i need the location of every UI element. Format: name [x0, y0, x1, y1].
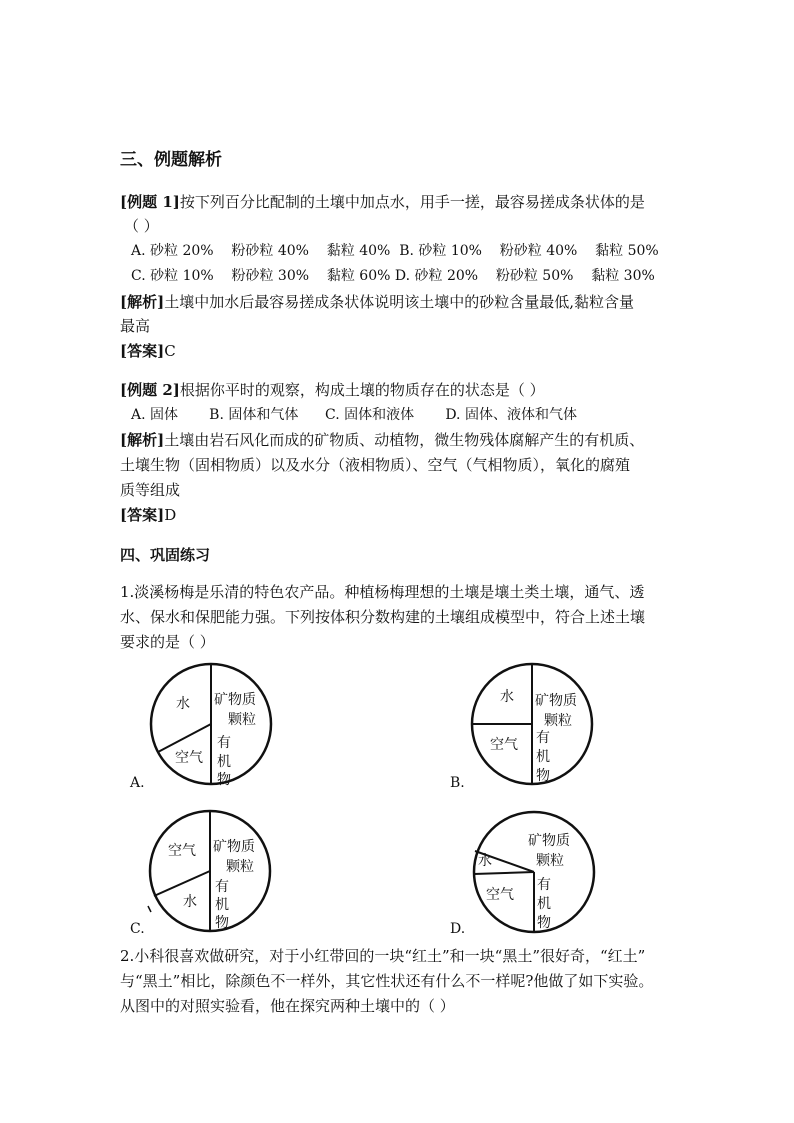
section-title-examples: 三、例题解析 — [120, 150, 222, 170]
answer-tag: [答案] — [120, 506, 165, 524]
pie-a-water-label: 水 — [176, 696, 190, 712]
pie-d-mineral-label-2: 颗粒 — [536, 853, 564, 869]
pie-b-water-label: 水 — [500, 689, 514, 705]
pie-b-air-label: 空气 — [490, 737, 518, 753]
pie-d-air-label: 空气 — [486, 887, 514, 903]
analysis-tag: [解析] — [120, 431, 165, 449]
example-1-answer — [120, 341, 176, 361]
pie-a-diagram — [128, 662, 298, 794]
pie-b-organic-label-2: 机 — [536, 749, 550, 765]
pie-option-b — [448, 662, 618, 794]
example-1-question — [120, 192, 645, 212]
pie-b-organic-label-1: 有 — [536, 730, 550, 746]
answer-value: D — [164, 506, 177, 524]
example-2-analysis — [120, 430, 644, 450]
pie-a-organic-label-1: 有 — [217, 735, 231, 751]
example-2-tag: [例题 2] — [120, 381, 180, 399]
pie-c-water-label: 水 — [183, 894, 197, 910]
section-title-practice: 四、巩固练习 — [120, 546, 211, 564]
question-1-line1: 1.淡溪杨梅是乐清的特色农产品。种植杨梅理想的土壤是壤土类土壤，通气、透 — [120, 583, 645, 601]
example-1-text: 按下列百分比配制的土壤中加点水，用手一搓，最容易搓成条状体的是 — [179, 193, 645, 211]
question-1-line3: 要求的是（ ） — [120, 633, 215, 651]
example-2-analysis-line2: 土壤生物（固相物质）以及水分（液相物质）、空气（气相物质），氧化的腐殖 — [120, 456, 631, 474]
question-1-line2: 水、保水和保肥能力强。下列按体积分数构建的土壤组成模型中，符合上述土壤 — [120, 608, 646, 626]
example-1-tag: [例题 1] — [120, 193, 180, 211]
pie-d-water-label: 水 — [478, 853, 492, 869]
pie-c-mineral-label: 矿物质 — [213, 839, 255, 855]
pie-d-mineral-label: 矿物质 — [528, 833, 570, 849]
pie-a-mineral-label-2: 颗粒 — [228, 712, 256, 728]
pie-a-air-label: 空气 — [175, 750, 203, 766]
example-2-analysis-line3: 质等组成 — [120, 481, 181, 499]
pie-d-organic-label-2: 机 — [537, 896, 551, 912]
pie-b-letter: B. — [450, 775, 465, 791]
analysis-text: 土壤中加水后最容易搓成条状体说明该土壤中的砂粒含量最低,黏粒含量 — [164, 293, 634, 311]
pie-option-d — [448, 808, 618, 940]
example-2-answer — [120, 505, 176, 525]
pie-b-diagram — [448, 662, 618, 794]
pie-a-letter: A. — [130, 775, 145, 791]
pie-b-organic-label-3: 物 — [536, 768, 550, 784]
pie-a-mineral-label: 矿物质 — [214, 692, 256, 708]
question-2-line1: 2.小科很喜欢做研究，对于小红带回的一块“红土”和一块“黑土”很好奇，“红土” — [120, 947, 646, 965]
answer-value: C — [164, 342, 176, 360]
example-1-analysis-line2: 最高 — [120, 317, 151, 335]
pie-c-air-label: 空气 — [168, 843, 196, 859]
pie-d-diagram — [448, 808, 618, 940]
pie-d-organic-label-1: 有 — [537, 877, 551, 893]
example-2-text: 根据你平时的观察，构成土壤的物质存在的状态是（ ） — [179, 381, 545, 399]
pie-c-mineral-label-2: 颗粒 — [226, 859, 254, 875]
pie-b-mineral-label-2: 颗粒 — [544, 713, 572, 729]
question-2-line3: 从图中的对照实验看，他在探究两种土壤中的（ ） — [120, 997, 455, 1015]
example-1-analysis — [120, 292, 634, 312]
example-1-options-line1: A. 砂粒 20% 粉砂粒 40% 黏粒 40% B. 砂粒 10% 粉砂粒 40% 黏粒 50% — [131, 243, 659, 259]
pie-d-organic-label-3: 物 — [537, 915, 551, 931]
pie-c-organic-label-1: 有 — [215, 879, 229, 895]
example-1-blank: （ ） — [124, 217, 159, 235]
pie-d-letter: D. — [450, 921, 466, 937]
pie-c-organic-label-2: 机 — [215, 897, 229, 913]
pie-a-organic-label-3: 物 — [217, 772, 231, 788]
pie-a-organic-label-2: 机 — [217, 754, 231, 770]
pie-b-mineral-label: 矿物质 — [535, 693, 577, 709]
pie-option-a — [128, 662, 298, 794]
pie-c-diagram — [128, 808, 298, 940]
example-1-options-line2: C. 砂粒 10% 粉砂粒 30% 黏粒 60% D. 砂粒 20% 粉砂粒 50% 黏粒 30% — [131, 268, 655, 284]
analysis-tag: [解析] — [120, 293, 165, 311]
question-2-line2: 与“黑土”相比，除颜色不一样外，其它性状还有什么不一样呢?他做了如下实验。 — [120, 972, 654, 990]
example-2-options: A. 固体 B. 固体和气体 C. 固体和液体 D. 固体、液体和气体 — [131, 407, 577, 423]
pie-c-letter: C. — [130, 921, 145, 937]
answer-tag: [答案] — [120, 342, 165, 360]
pie-option-c — [128, 808, 298, 940]
pie-c-organic-label-3: 物 — [215, 915, 229, 931]
analysis-text: 土壤由岩石风化而成的矿物质、动植物，微生物残体腐解产生的有机质、 — [164, 431, 645, 449]
example-2-question — [120, 380, 545, 400]
